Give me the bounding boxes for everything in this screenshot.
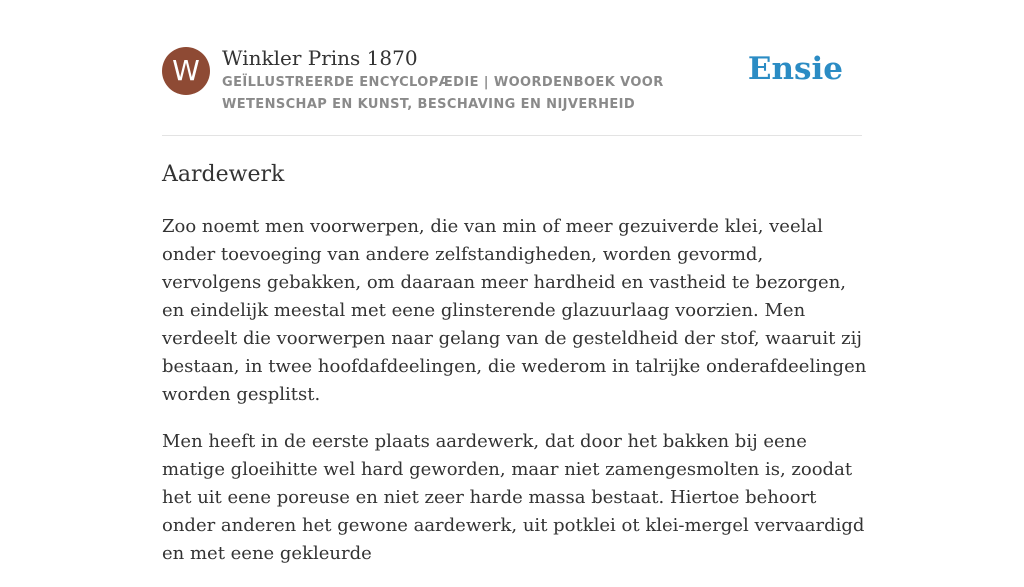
source-subtitle: GEÏLLUSTREERDE ENCYCLOPÆDIE | WOORDENBOEK VOOR WETENSCHAP EN KUNST, BESCHAVING EN NIJVERHEID [222,75,664,112]
source-header [162,40,862,136]
article [162,158,868,587]
source-avatar: W [162,47,210,95]
ensie-logo-link[interactable]: Ensie [747,51,843,87]
article-title: Aardewerk [162,162,285,187]
source-title[interactable]: Winkler Prins 1870 [222,46,418,70]
article-paragraph: Zoo noemt men voorwerpen, die van min of meer gezuiverde klei, veelal onder toevoeging van andere zelfstandigheden, worden gevormd, vervolgens gebakken, om daaraan meer hardheid en vastheid te bezorgen, en eindelijk meestal met eene glinsterende glazuurlaag voorzien. Men verdeelt die voorwerpen naar gelang van de gesteldheid der stof, waaruit zij bestaan, in twee hoofdafdeelingen, die wederom in talrijke onderafdeelingen worden gesplitst. [162,216,867,405]
article-paragraph: Men heeft in de eerste plaats aardewerk, dat door het bakken bij eene matige gloeihitte wel hard geworden, maar niet zamengesmolten is, zoodat het uit eene poreuse en niet zeer harde massa bestaat. Hiertoe behoort onder anderen het gewone aardewerk, uit potklei ot klei-mergel vervaardigd en met eene gekleurde [162,431,865,564]
